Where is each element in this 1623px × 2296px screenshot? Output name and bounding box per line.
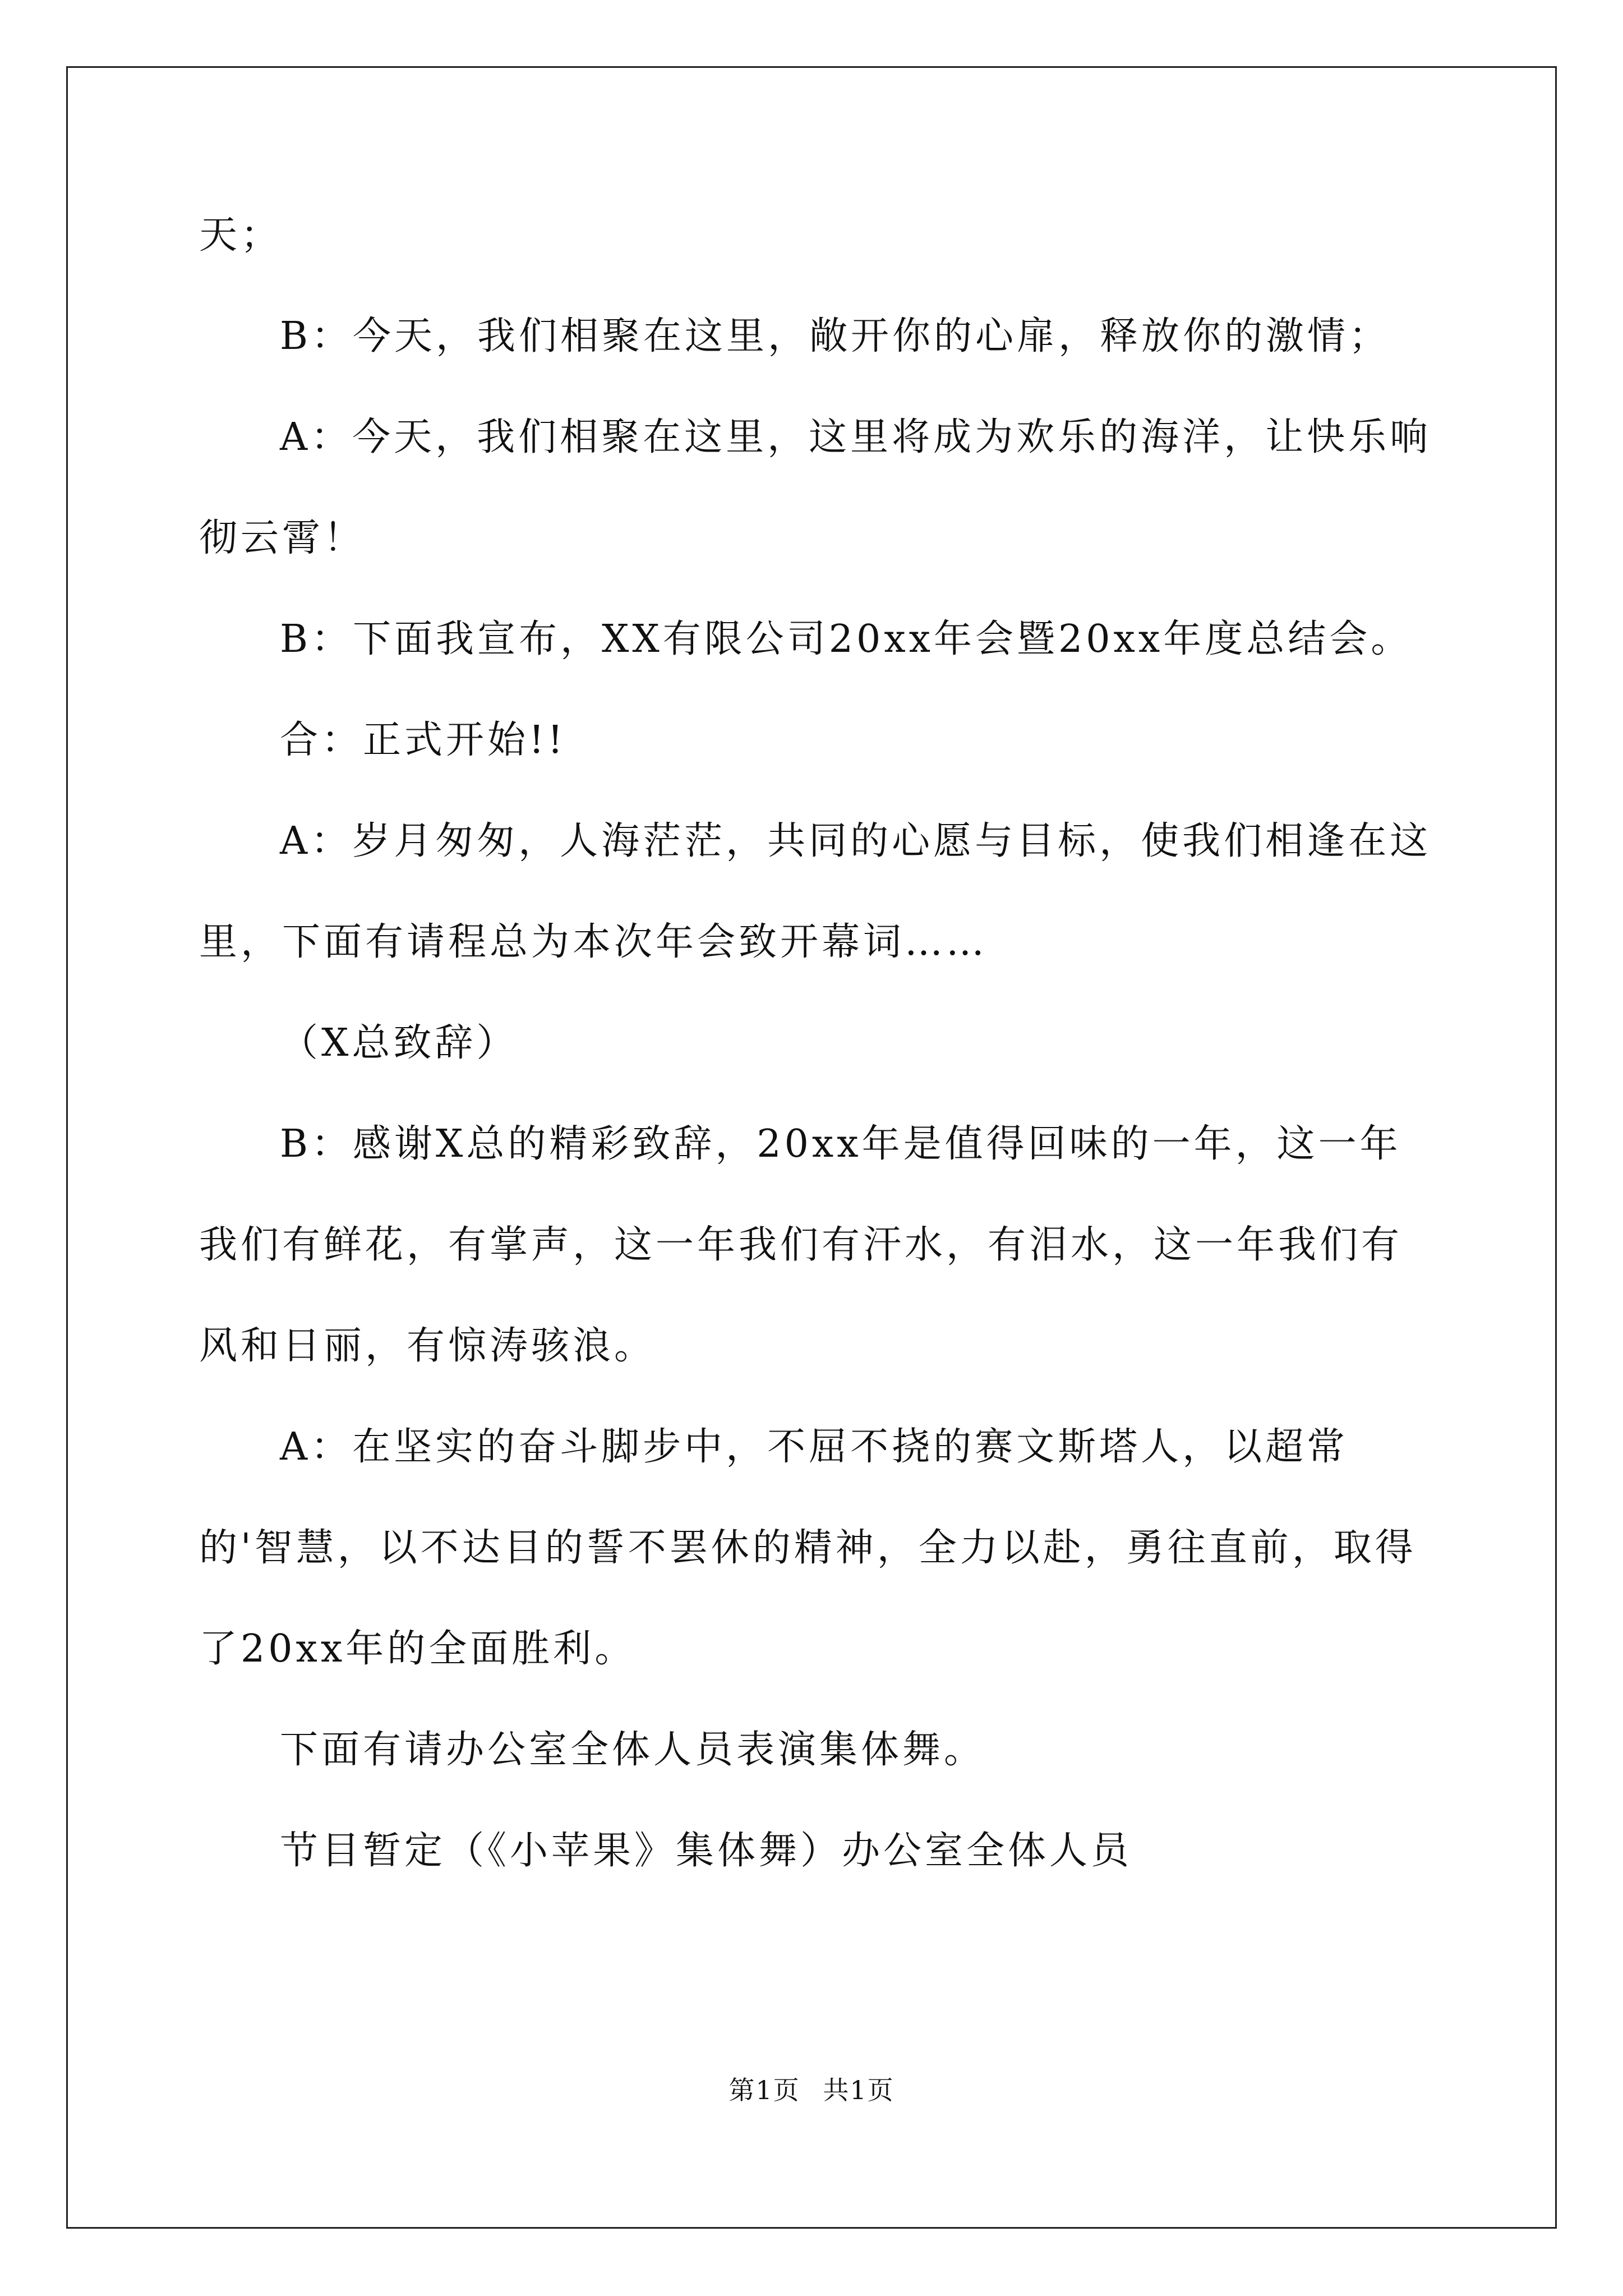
paragraph-2: B：今天，我们相聚在这里，敞开你的心扉，释放你的激情； [280,314,1390,358]
document-body [199,185,1433,1902]
paragraph-3: A：今天，我们相聚在这里，这里将成为欢乐的海洋，让快乐响彻云霄！ [199,415,1432,560]
paragraph-9: A：在坚实的奋斗脚步中，不屈不挠的赛文斯塔人，以超常的'智慧，以不达目的誓不罢休的精神，全力以赴，勇往直前，取得了20xx年的全面胜利。 [199,1425,1417,1671]
page-number: 第1页 [728,2075,800,2105]
paragraph-10: 下面有请办公室全体人员表演集体舞。 [280,1728,986,1772]
paragraph-11: 节目暂定（《小苹果》集体舞）办公室全体人员 [280,1829,1133,1873]
page-total: 共1页 [823,2075,895,2105]
paragraph-4: B：下面我宣布，XX有限公司20xx年会暨20xx年度总结会。 [280,617,1413,661]
paragraph-8: B：感谢X总的精彩致辞，20xx年是值得回味的一年，这一年我们有鲜花，有掌声，这一年我们有汗水，有泪水，这一年我们有风和日丽，有惊涛骇浪。 [199,1122,1403,1368]
paragraph-7: （X总致辞） [280,1021,518,1065]
page-footer [0,2070,1623,2107]
paragraph-6: A：岁月匆匆，人海茫茫，共同的心愿与目标，使我们相逢在这里，下面有请程总为本次年会致开幕词…… [199,819,1432,964]
paragraph-5: 合：正式开始!! [280,718,566,762]
paragraph-1: 天； [199,213,283,257]
